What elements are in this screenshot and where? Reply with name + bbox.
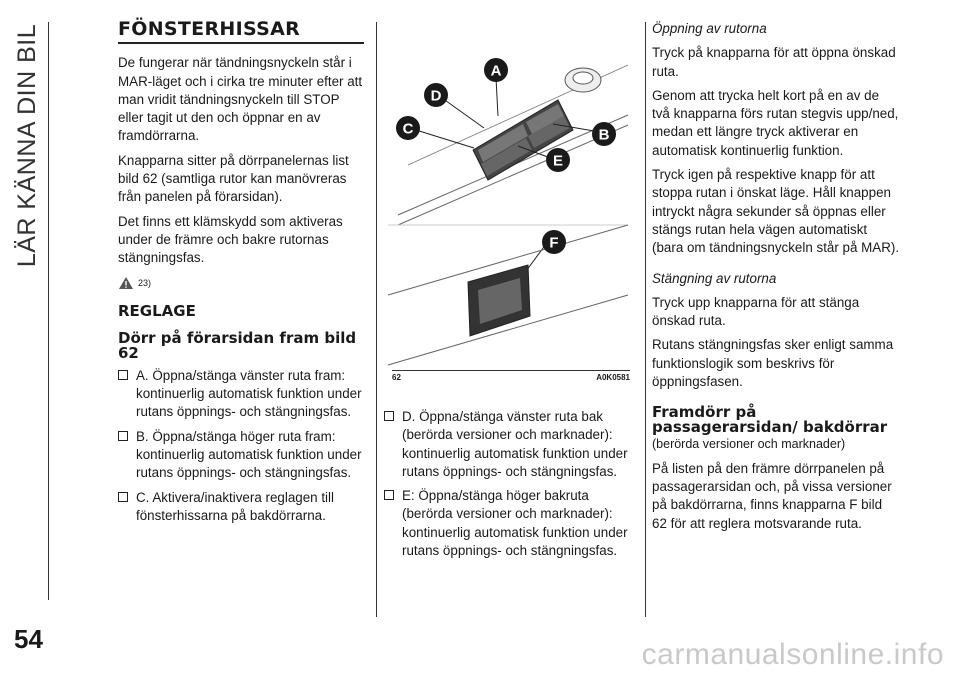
- watermark: carmanualsonline.info: [641, 638, 944, 671]
- bullet-box-icon: [384, 490, 394, 500]
- figure-code: A0K0581: [596, 373, 630, 382]
- paragraph: Tryck igen på respektive knapp för att stoppa rutan i önskat läge. Håll knappen intryckt några sekunder så öppnas eller stängs rutan hela vägen automatiskt (bara om tändningsnyckeln står på MAR).: [652, 167, 900, 256]
- section-heading: REGLAGE: [118, 301, 196, 320]
- paragraph: Tryck på knapparna för att öppna önskad ruta.: [652, 45, 896, 79]
- list-item: [118, 428, 364, 483]
- warning-triangle-icon: [118, 276, 134, 290]
- list-item-text: D. Öppna/stänga vänster ruta bak (berörda versioner och marknader): kontinuerlig automatisk funktion under rutans öppnings- och stängningsfas.: [402, 409, 628, 479]
- figure-label: D: [430, 87, 442, 105]
- list-item-text: E: Öppna/stänga höger bakruta (berörda versioner och marknader): kontinuerlig automatisk funktion under rutans öppnings- och stängningsfas.: [402, 488, 628, 559]
- list-item: [118, 489, 364, 526]
- chapter-title: [10, 20, 46, 270]
- caption-rule: [392, 370, 630, 371]
- list-item: [384, 408, 630, 481]
- figure-label: F: [549, 234, 559, 252]
- paragraph: Rutans stängningsfas sker enligt samma funktionslogik som beskrivs för öppningsfasen.: [652, 337, 894, 390]
- paragraph: De fungerar när tändningsnyckeln står i MAR-läget och i cirka tre minuter efter att man vridit tändningsnyckeln till STOP eller tagit ut den och öppnar en av framdörrarna.: [118, 55, 363, 144]
- list-item-text: B. Öppna/stänga höger ruta fram: kontinuerlig automatisk funktion under rutans öppnings- och stängningsfas.: [136, 428, 362, 481]
- warning-ref-text: 23): [138, 277, 152, 288]
- passenger-door-panel-drawing: [388, 225, 628, 365]
- page-title: FÖNSTERHISSAR: [118, 18, 301, 40]
- title-underline: [118, 42, 364, 44]
- figure-label: C: [402, 120, 414, 138]
- passenger-note: (berörda versioner och marknader): [652, 437, 846, 452]
- column-divider-1: [376, 22, 377, 617]
- bullet-box-icon: [118, 370, 128, 380]
- figure-label: A: [490, 62, 502, 80]
- column-divider-2: [645, 22, 646, 617]
- opening-heading: Öppning av rutorna: [652, 21, 767, 36]
- column-1: [118, 20, 364, 531]
- list-item-text: C. Aktivera/inaktivera reglagen till fönsterhissarna på bakdörrarna.: [136, 489, 334, 523]
- bullet-box-icon: [118, 431, 128, 441]
- figure-caption: [392, 373, 630, 382]
- closing-heading: Stängning av rutorna: [652, 270, 777, 286]
- list-item-text: A. Öppna/stänga vänster ruta fram: kontinuerlig automatisk funktion under rutans öppnings- och stängningsfas.: [136, 367, 362, 420]
- figure-label: E: [552, 152, 564, 170]
- warning-reference: [118, 274, 364, 292]
- driver-door-panel-drawing: [388, 50, 628, 225]
- paragraph: Tryck upp knapparna för att stänga önskad ruta.: [652, 294, 860, 329]
- column-2: [384, 408, 630, 566]
- paragraph: Det finns ett klämskydd som aktiveras under de främre och bakre rutornas stängningsfas.: [118, 213, 343, 266]
- figure-number: 62: [392, 373, 401, 382]
- list-item: [384, 487, 630, 560]
- paragraph: Knapparna sitter på dörrpanelernas list bild 62 (samtliga rutor kan manövreras från panelen på förarsidan).: [118, 152, 349, 205]
- paragraph: På listen på den främre dörrpanelen på passagerarsidan och, på vissa versioner på bakdörrarna, finns knapparna F bild 62 för att reglera motsvarande ruta.: [652, 460, 892, 531]
- sidebar-divider: [48, 22, 49, 600]
- sub-heading: Dörr på förarsidan fram bild 62: [118, 328, 357, 362]
- passenger-heading: Framdörr på passagerarsidan/ bakdörrar: [652, 403, 888, 437]
- window-switch-illustration: [378, 20, 630, 385]
- paragraph: Genom att trycka helt kort på en av de två knapparna förs rutan stegvis upp/ned, medan ett längre tryck aktiverar en automatisk kontinuerlig funktion.: [652, 87, 899, 158]
- bullet-box-icon: [384, 411, 394, 421]
- list-item: [118, 367, 364, 422]
- figure-label: B: [598, 126, 610, 144]
- chapter-title-text: LÄR KÄNNA DIN BIL: [13, 23, 42, 267]
- page-number: 54: [14, 624, 43, 654]
- column-3: [652, 20, 900, 539]
- figure-62: [378, 20, 630, 385]
- bullet-box-icon: [118, 492, 128, 502]
